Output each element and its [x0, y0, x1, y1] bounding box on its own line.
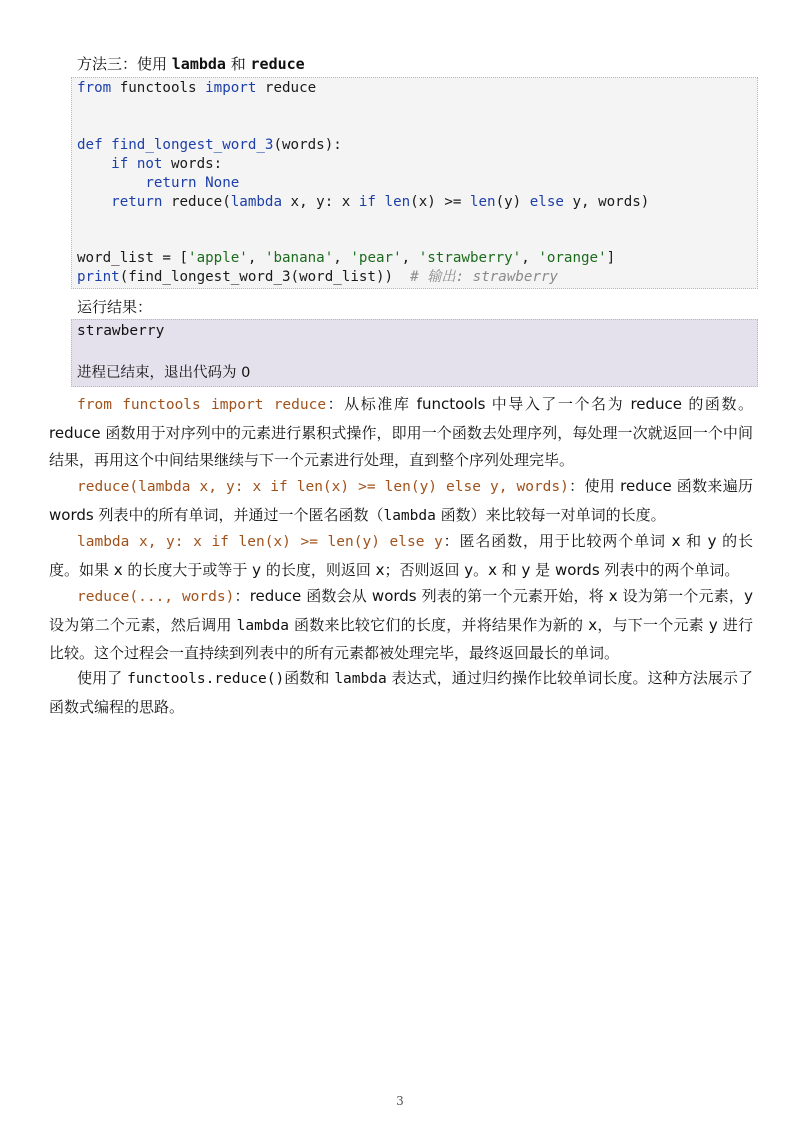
- result-line-2: 进程已结束，退出代码为 0: [77, 365, 251, 381]
- paragraph-1: from functools import reduce：从标准库 functools 中导入了一个名为 reduce 的函数。reduce 函数用于对序列中的元素进行累积式操作，即用一个函数去处理序列，每处理一次就返回一个中间结果，再用这个中间结果继续与下一个元素进行处理，直到整个序列处理完毕。: [49, 395, 753, 469]
- code-block: [71, 77, 758, 289]
- paragraph-4: reduce(..., words)：reduce 函数会从 words 列表的第一个元素开始，将 x 设为第一个元素，y 设为第二个元素，然后调用 lambda 函数来比较它们的长度，并将结果作为新的 x，与下一个元素 y 进行比较。这个过程会一直持续到列表中的所有元素都被处理完毕，最终返回最长的单词。: [49, 587, 753, 662]
- paragraph-5: 使用了 functools.reduce()函数和 lambda 表达式，通过归约操作比较单词长度。这种方法展示了函数式编程的思路。: [49, 669, 753, 716]
- code-line-1: from functools import reduce: [77, 80, 317, 96]
- code-line-4: def find_longest_word_3(words):: [77, 137, 342, 153]
- code-line-10: word_list = ['apple', 'banana', 'pear', 'strawberry', 'orange']: [77, 250, 616, 266]
- code-line-11: print(find_longest_word_3(word_list)) # 输出: strawberry: [77, 269, 559, 285]
- code-line-5: if not words:: [111, 156, 223, 172]
- code-line-6: return None: [145, 175, 240, 191]
- paragraph-2: reduce(lambda x, y: x if len(x) >= len(y) else y, words)：使用 reduce 函数来遍历 words 列表中的所有单词，并通过一个匿名函数（lambda 函数）来比较每一对单词的长度。: [49, 477, 753, 524]
- result-label: 运行结果：: [77, 298, 153, 316]
- paragraph-3: lambda x, y: x if len(x) >= len(y) else y：匿名函数，用于比较两个单词 x 和 y 的长度。如果 x 的长度大于或等于 y 的长度，则返回 x；否则返回 y。x 和 y 是 words 列表中的两个单词。: [49, 532, 753, 579]
- code-line-7: return reduce(lambda x, y: x if len(x) >= len(y) else y, words): [111, 194, 650, 210]
- page-number: 3: [396, 1094, 404, 1108]
- result-block: [71, 319, 758, 387]
- section-heading: 方法三：使用 lambda 和 reduce: [77, 55, 305, 73]
- result-line-1: strawberry: [77, 323, 165, 339]
